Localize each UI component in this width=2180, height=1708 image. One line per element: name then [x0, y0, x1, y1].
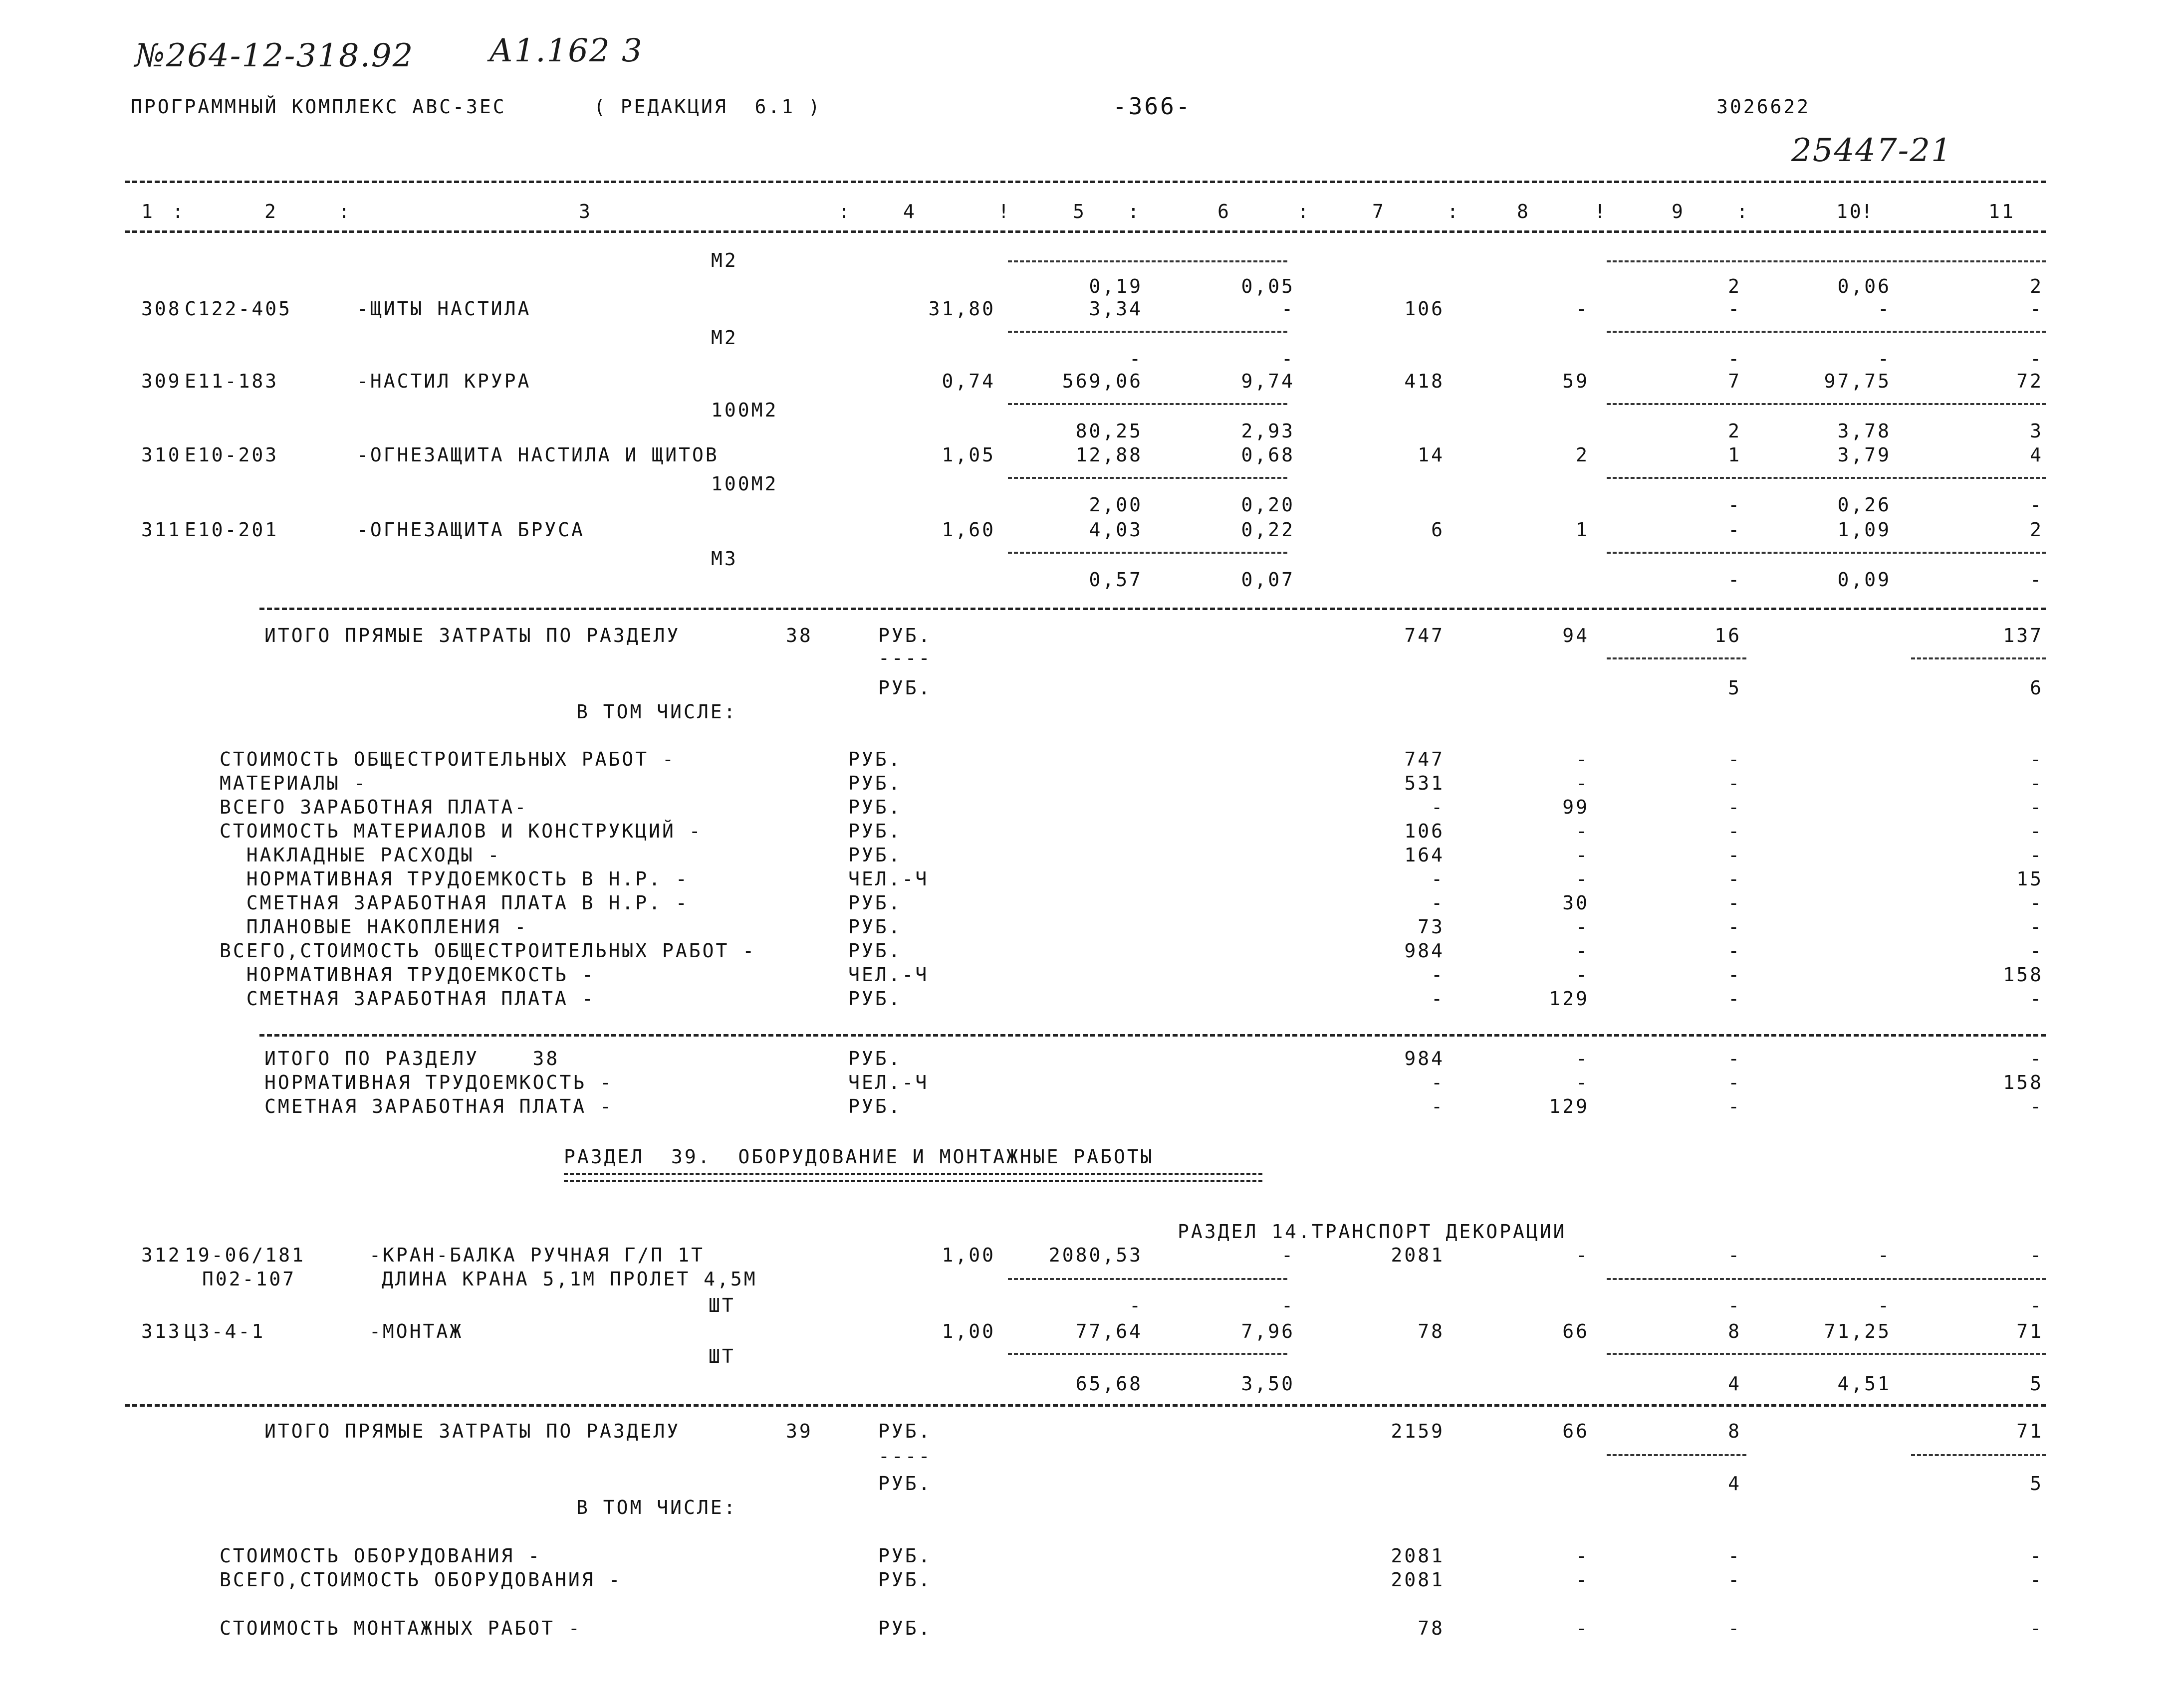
split-rule	[1607, 403, 2046, 405]
value-c7: 14	[1418, 444, 1445, 466]
detail-c11: -	[2030, 940, 2043, 962]
detail-label: ПЛАНОВЫЕ НАКОПЛЕНИЯ -	[220, 916, 528, 938]
summary-c11: 158	[2003, 1071, 2043, 1093]
detail-unit: РУБ.	[848, 940, 902, 962]
summary-label: НОРМАТИВНАЯ ТРУДОЕМКОСТЬ -	[264, 1071, 613, 1093]
detail-c9: -	[1728, 748, 1741, 770]
value-b9: -	[1728, 494, 1741, 516]
detail-c9: -	[1728, 988, 1741, 1010]
detail-c8: -	[1576, 1545, 1589, 1567]
value-c10: -	[1878, 1244, 1891, 1266]
split-rule	[1607, 552, 2046, 554]
detail-c8: -	[1576, 844, 1589, 866]
detail-c7: 2081	[1391, 1545, 1445, 1567]
detail-c8: -	[1576, 940, 1589, 962]
detail-c8: -	[1576, 964, 1589, 986]
value-c11: 2	[2030, 519, 2043, 541]
currency-label: РУБ.	[878, 1473, 932, 1494]
split-rule	[1008, 331, 1287, 333]
summary-c8: -	[1576, 1048, 1589, 1069]
total-c11: 5	[2030, 1473, 2043, 1494]
total-c7: 2159	[1391, 1420, 1445, 1442]
value-c8: 59	[1562, 370, 1589, 392]
detail-c7: 78	[1418, 1617, 1445, 1639]
column-header-2: 2	[264, 201, 278, 222]
detail-label: ВСЕГО ЗАРАБОТНАЯ ПЛАТА-	[220, 796, 528, 818]
value-c7: 78	[1418, 1320, 1445, 1342]
value-b6: -	[1281, 348, 1295, 370]
detail-label: СТОИМОСТЬ ОБЩЕСТРОИТЕЛЬНЫХ РАБОТ -	[220, 748, 676, 770]
total-section-number: 39	[786, 1420, 813, 1442]
detail-c11: -	[2030, 916, 2043, 938]
value-b5: -	[1129, 1294, 1143, 1316]
value-c8: 66	[1562, 1320, 1589, 1342]
detail-unit: ЧЕЛ.-Ч	[848, 964, 929, 986]
value-b9: -	[1728, 569, 1741, 591]
column-header-10: 6	[1217, 201, 1231, 222]
total-label: ИТОГО ПРЯМЫЕ ЗАТРАТЫ ПО РАЗДЕЛУ	[264, 625, 681, 646]
work-name: -НАСТИЛ КРУРА	[357, 370, 531, 392]
detail-c9: -	[1728, 1617, 1741, 1639]
detail-c9: -	[1728, 1569, 1741, 1591]
value-c9: 8	[1728, 1320, 1741, 1342]
value-c6: 9,74	[1241, 370, 1295, 392]
value-b6: 3,50	[1241, 1373, 1295, 1395]
total-label: ИТОГО ПРЯМЫЕ ЗАТРАТЫ ПО РАЗДЕЛУ	[264, 1420, 681, 1442]
value-b11: 3	[2030, 420, 2043, 442]
summary-unit: РУБ.	[848, 1095, 902, 1117]
including-label: В ТОМ ЧИСЛЕ:	[576, 1496, 737, 1518]
currency-dash: ----	[878, 647, 932, 669]
work-code: Ц3-4-1	[185, 1320, 265, 1342]
total-c9: 5	[1728, 677, 1741, 699]
detail-label: ВСЕГО,СТОИМОСТЬ ОБОРУДОВАНИЯ -	[220, 1569, 622, 1591]
column-header-5: :	[838, 201, 852, 222]
row-number: 311	[141, 519, 182, 541]
split-rule	[1911, 1454, 2046, 1456]
value-b5: 0,57	[1089, 569, 1143, 591]
work-code: С122-405	[185, 298, 292, 320]
summary-c8: 129	[1549, 1095, 1589, 1117]
row-number: 309	[141, 370, 182, 392]
detail-c11: 15	[2016, 868, 2043, 890]
split-rule	[1008, 477, 1287, 479]
total-c9: 4	[1728, 1473, 1741, 1494]
value-c9: -	[1728, 1244, 1741, 1266]
detail-c9: -	[1728, 820, 1741, 842]
value-c7: 418	[1404, 370, 1445, 392]
value-b10: 4,51	[1837, 1373, 1891, 1395]
work-code: Е10-201	[185, 519, 279, 541]
detail-c9: -	[1728, 844, 1741, 866]
value-b6: -	[1281, 1294, 1295, 1316]
detail-c7: 747	[1404, 748, 1445, 770]
value-b11: 5	[2030, 1373, 2043, 1395]
summary-c11: -	[2030, 1048, 2043, 1069]
detail-c7: -	[1431, 964, 1445, 986]
column-header-8: 5	[1073, 201, 1086, 222]
including-label: В ТОМ ЧИСЛЕ:	[576, 701, 737, 723]
row-number: 313	[141, 1320, 182, 1342]
total-c8: 94	[1562, 625, 1589, 646]
split-rule	[1607, 1353, 2046, 1355]
header-rule-top	[125, 181, 2046, 183]
value-b9: 2	[1728, 420, 1741, 442]
value-c11: -	[2030, 1244, 2043, 1266]
value-qty: 0,74	[942, 370, 995, 392]
split-rule	[1008, 1353, 1287, 1355]
column-header-19: !	[1861, 201, 1875, 222]
value-qty: 1,60	[942, 519, 995, 541]
detail-c8: 30	[1562, 892, 1589, 914]
section-title-underline	[564, 1173, 1262, 1182]
detail-unit: РУБ.	[878, 1569, 932, 1591]
summary-c9: -	[1728, 1071, 1741, 1093]
summary-label: СМЕТНАЯ ЗАРАБОТНАЯ ПЛАТА -	[264, 1095, 613, 1117]
column-header-3: :	[338, 201, 352, 222]
detail-c8: -	[1576, 1569, 1589, 1591]
value-b9: -	[1728, 348, 1741, 370]
split-rule	[1008, 403, 1287, 405]
value-c11: 71	[2016, 1320, 2043, 1342]
detail-c9: -	[1728, 964, 1741, 986]
total-c11: 71	[2016, 1420, 2043, 1442]
split-rule	[1607, 1278, 2046, 1280]
value-c10: 1,09	[1837, 519, 1891, 541]
detail-c9: -	[1728, 772, 1741, 794]
detail-c8: -	[1576, 868, 1589, 890]
split-rule	[1911, 657, 2046, 659]
column-header-20: 11	[1988, 201, 2015, 222]
value-c5: 2080,53	[1048, 1244, 1143, 1266]
value-c10: -	[1878, 298, 1891, 320]
column-header-1: :	[172, 201, 186, 222]
detail-c11: -	[2030, 772, 2043, 794]
detail-c9: -	[1728, 940, 1741, 962]
detail-c8: -	[1576, 820, 1589, 842]
detail-unit: РУБ.	[848, 748, 902, 770]
split-rule	[1607, 1454, 1746, 1456]
detail-c7: 164	[1404, 844, 1445, 866]
summary-c7: -	[1431, 1095, 1445, 1117]
value-b9: 4	[1728, 1373, 1741, 1395]
value-c8: 2	[1576, 444, 1589, 466]
column-header-14: 8	[1517, 201, 1530, 222]
value-b5: 65,68	[1075, 1373, 1143, 1395]
page-number: -366-	[1113, 93, 1192, 120]
value-c6: 0,68	[1241, 444, 1295, 466]
work-code: Е10-203	[185, 444, 279, 466]
summary-unit: ЧЕЛ.-Ч	[848, 1071, 929, 1093]
subsection-title: РАЗДЕЛ 14.ТРАНСПОРТ ДЕКОРАЦИИ	[1178, 1221, 1567, 1243]
work-code-secondary: П02-107	[202, 1268, 296, 1290]
split-rule	[1008, 1278, 1287, 1280]
unit-label: М2	[711, 327, 738, 349]
detail-c8: 129	[1549, 988, 1589, 1010]
value-c9: 1	[1728, 444, 1741, 466]
column-header-18: 10	[1836, 201, 1863, 222]
header-rule-bottom	[125, 230, 2046, 233]
detail-c8: -	[1576, 772, 1589, 794]
detail-unit: РУБ.	[878, 1617, 932, 1639]
detail-c9: -	[1728, 892, 1741, 914]
value-b6: 0,07	[1241, 569, 1295, 591]
total-c9: 8	[1728, 1420, 1741, 1442]
detail-label: СТОИМОСТЬ МАТЕРИАЛОВ И КОНСТРУКЦИЙ -	[220, 820, 703, 842]
value-c5: 12,88	[1075, 444, 1143, 466]
value-c8: 1	[1576, 519, 1589, 541]
unit-label: 100М2	[711, 473, 778, 495]
detail-c11: -	[2030, 892, 2043, 914]
total-c9: 16	[1714, 625, 1741, 646]
detail-c11: -	[2030, 1569, 2043, 1591]
detail-c8: 99	[1562, 796, 1589, 818]
split-rule	[1607, 477, 2046, 479]
summary-c8: -	[1576, 1071, 1589, 1093]
detail-label: НОРМАТИВНАЯ ТРУДОЕМКОСТЬ В Н.Р. -	[220, 868, 689, 890]
value-c9: 2	[1728, 275, 1741, 297]
detail-c9: -	[1728, 868, 1741, 890]
split-rule	[1008, 260, 1287, 262]
value-b11: -	[2030, 1294, 2043, 1316]
work-code: 19-06/181	[185, 1244, 305, 1266]
value-b10: 3,78	[1837, 420, 1891, 442]
section-rule	[259, 608, 2046, 610]
value-b6: 2,93	[1241, 420, 1295, 442]
value-qty: 1,00	[942, 1320, 995, 1342]
value-c9: -	[1728, 298, 1741, 320]
value-c5: 4,03	[1089, 519, 1143, 541]
unit-label: ШТ	[709, 1294, 735, 1316]
detail-unit: ЧЕЛ.-Ч	[848, 868, 929, 890]
detail-c9: -	[1728, 1545, 1741, 1567]
value-b9: -	[1728, 1294, 1741, 1316]
value-b5: 2,00	[1089, 494, 1143, 516]
row-number: 310	[141, 444, 182, 466]
detail-c7: -	[1431, 892, 1445, 914]
value-b10: 0,26	[1837, 494, 1891, 516]
summary-c7: -	[1431, 1071, 1445, 1093]
unit-label: М2	[711, 249, 738, 271]
split-rule	[1607, 260, 2046, 262]
detail-unit: РУБ.	[848, 988, 902, 1010]
work-name-secondary: ДЛИНА КРАНА 5,1М ПРОЛЕТ 4,5М	[382, 1268, 757, 1290]
detail-label: ВСЕГО,СТОИМОСТЬ ОБЩЕСТРОИТЕЛЬНЫХ РАБОТ -	[220, 940, 756, 962]
value-c10: 0,06	[1837, 275, 1891, 297]
detail-c11: -	[2030, 844, 2043, 866]
total-c11: 6	[2030, 677, 2043, 699]
column-header-4: 3	[579, 201, 592, 222]
total-c7: 747	[1404, 625, 1445, 646]
split-rule	[1607, 331, 2046, 333]
value-b5: -	[1129, 348, 1143, 370]
section-rule	[259, 1034, 2046, 1037]
value-c9: 7	[1728, 370, 1741, 392]
currency-label: РУБ.	[878, 625, 932, 646]
handwritten-ref-right: 25447-21	[1791, 132, 1952, 169]
value-c6: 7,96	[1241, 1320, 1295, 1342]
split-rule	[1607, 657, 1746, 659]
summary-c11: -	[2030, 1095, 2043, 1117]
column-header-11: :	[1297, 201, 1311, 222]
detail-unit: РУБ.	[848, 820, 902, 842]
value-b11: -	[2030, 348, 2043, 370]
value-b10: -	[1878, 348, 1891, 370]
detail-c7: 531	[1404, 772, 1445, 794]
column-header-12: 7	[1372, 201, 1386, 222]
detail-c8: -	[1576, 916, 1589, 938]
row-number: 312	[141, 1244, 182, 1266]
column-header-15: !	[1594, 201, 1608, 222]
work-name: -ЩИТЫ НАСТИЛА	[357, 298, 531, 320]
value-b6: 0,20	[1241, 494, 1295, 516]
detail-c11: -	[2030, 1545, 2043, 1567]
summary-c7: 984	[1404, 1048, 1445, 1069]
value-c11: 72	[2016, 370, 2043, 392]
value-b11: -	[2030, 494, 2043, 516]
detail-unit: РУБ.	[878, 1545, 932, 1567]
total-section-number: 38	[786, 625, 813, 646]
detail-c11: -	[2030, 1617, 2043, 1639]
value-c9: -	[1728, 519, 1741, 541]
column-header-17: :	[1736, 201, 1750, 222]
detail-label: СМЕТНАЯ ЗАРАБОТНАЯ ПЛАТА -	[220, 988, 595, 1010]
detail-label: НАКЛАДНЫЕ РАСХОДЫ -	[220, 844, 501, 866]
summary-c9: -	[1728, 1048, 1741, 1069]
detail-c11: -	[2030, 796, 2043, 818]
summary-unit: РУБ.	[848, 1048, 902, 1069]
section-title: РАЗДЕЛ 39. ОБОРУДОВАНИЕ И МОНТАЖНЫЕ РАБОТЫ	[564, 1146, 1154, 1168]
work-name: -МОНТАЖ	[369, 1320, 464, 1342]
value-c6: 0,22	[1241, 519, 1295, 541]
value-b5: 80,25	[1075, 420, 1143, 442]
value-b10: -	[1878, 1294, 1891, 1316]
summary-c9: -	[1728, 1095, 1741, 1117]
column-header-6: 4	[903, 201, 917, 222]
value-qty: 1,05	[942, 444, 995, 466]
value-qty: 1,00	[942, 1244, 995, 1266]
program-title: ПРОГРАММНЫЙ КОМПЛЕКС АВС-3ЕС	[131, 96, 506, 118]
detail-label: СТОИМОСТЬ МОНТАЖНЫХ РАБОТ -	[220, 1617, 582, 1639]
value-c11: 4	[2030, 444, 2043, 466]
value-c6: 0,05	[1241, 275, 1295, 297]
detail-c7: 73	[1418, 916, 1445, 938]
column-header-7: !	[998, 201, 1011, 222]
value-b10: 0,09	[1837, 569, 1891, 591]
detail-c7: 2081	[1391, 1569, 1445, 1591]
column-header-16: 9	[1672, 201, 1685, 222]
detail-c9: -	[1728, 796, 1741, 818]
column-header-0: 1	[141, 201, 155, 222]
detail-label: СТОИМОСТЬ ОБОРУДОВАНИЯ -	[220, 1545, 542, 1567]
section-rule	[125, 1404, 2046, 1407]
unit-label: М3	[711, 548, 738, 570]
value-c7: 2081	[1391, 1244, 1445, 1266]
document-code: 3026622	[1716, 96, 1811, 118]
value-c11: -	[2030, 298, 2043, 320]
edition-label: ( РЕДАКЦИЯ 6.1 )	[594, 96, 822, 118]
value-c10: 71,25	[1824, 1320, 1891, 1342]
work-name: -КРАН-БАЛКА РУЧНАЯ Г/П 1Т	[369, 1244, 705, 1266]
work-name: -ОГНЕЗАЩИТА НАСТИЛА И ЩИТОВ	[357, 444, 719, 466]
detail-c7: -	[1431, 988, 1445, 1010]
work-code: Е11-183	[185, 370, 279, 392]
detail-unit: РУБ.	[848, 772, 902, 794]
value-c11: 2	[2030, 275, 2043, 297]
value-b11: -	[2030, 569, 2043, 591]
handwritten-ref-mid: А1.162 3	[489, 32, 643, 69]
detail-c8: -	[1576, 748, 1589, 770]
detail-unit: РУБ.	[848, 892, 902, 914]
detail-c11: -	[2030, 820, 2043, 842]
total-c11: 137	[2003, 625, 2043, 646]
currency-label: РУБ.	[878, 677, 932, 699]
currency-dash: ----	[878, 1445, 932, 1467]
detail-c11: 158	[2003, 964, 2043, 986]
detail-c11: -	[2030, 988, 2043, 1010]
detail-label: НОРМАТИВНАЯ ТРУДОЕМКОСТЬ -	[220, 964, 595, 986]
value-c5: 77,64	[1075, 1320, 1143, 1342]
detail-c7: -	[1431, 796, 1445, 818]
value-c8: -	[1576, 1244, 1589, 1266]
detail-label: МАТЕРИАЛЫ -	[220, 772, 367, 794]
unit-label: ШТ	[709, 1345, 735, 1367]
detail-unit: РУБ.	[848, 844, 902, 866]
detail-c8: -	[1576, 1617, 1589, 1639]
column-header-13: :	[1447, 201, 1460, 222]
value-c5: 0,19	[1089, 275, 1143, 297]
detail-c9: -	[1728, 916, 1741, 938]
detail-c7: -	[1431, 868, 1445, 890]
value-c10: 97,75	[1824, 370, 1891, 392]
value-c10: 3,79	[1837, 444, 1891, 466]
split-rule	[1008, 552, 1287, 554]
detail-unit: РУБ.	[848, 796, 902, 818]
column-header-9: :	[1128, 201, 1141, 222]
summary-label: ИТОГО ПО РАЗДЕЛУ 38	[264, 1048, 560, 1069]
total-c8: 66	[1562, 1420, 1589, 1442]
work-name: -ОГНЕЗАЩИТА БРУСА	[357, 519, 585, 541]
value-c8: -	[1576, 298, 1589, 320]
value-c6: -	[1281, 298, 1295, 320]
detail-label: СМЕТНАЯ ЗАРАБОТНАЯ ПЛАТА В Н.Р. -	[220, 892, 689, 914]
value-c5: 569,06	[1062, 370, 1143, 392]
row-number: 308	[141, 298, 182, 320]
value-c6: -	[1281, 1244, 1295, 1266]
currency-label: РУБ.	[878, 1420, 932, 1442]
value-c5: 3,34	[1089, 298, 1143, 320]
value-qty: 31,80	[928, 298, 995, 320]
unit-label: 100М2	[711, 399, 778, 421]
value-c7: 106	[1404, 298, 1445, 320]
detail-unit: РУБ.	[848, 916, 902, 938]
detail-c11: -	[2030, 748, 2043, 770]
value-c7: 6	[1431, 519, 1445, 541]
detail-c7: 984	[1404, 940, 1445, 962]
handwritten-ref-left: №264-12-318.92	[135, 37, 414, 74]
detail-c7: 106	[1404, 820, 1445, 842]
